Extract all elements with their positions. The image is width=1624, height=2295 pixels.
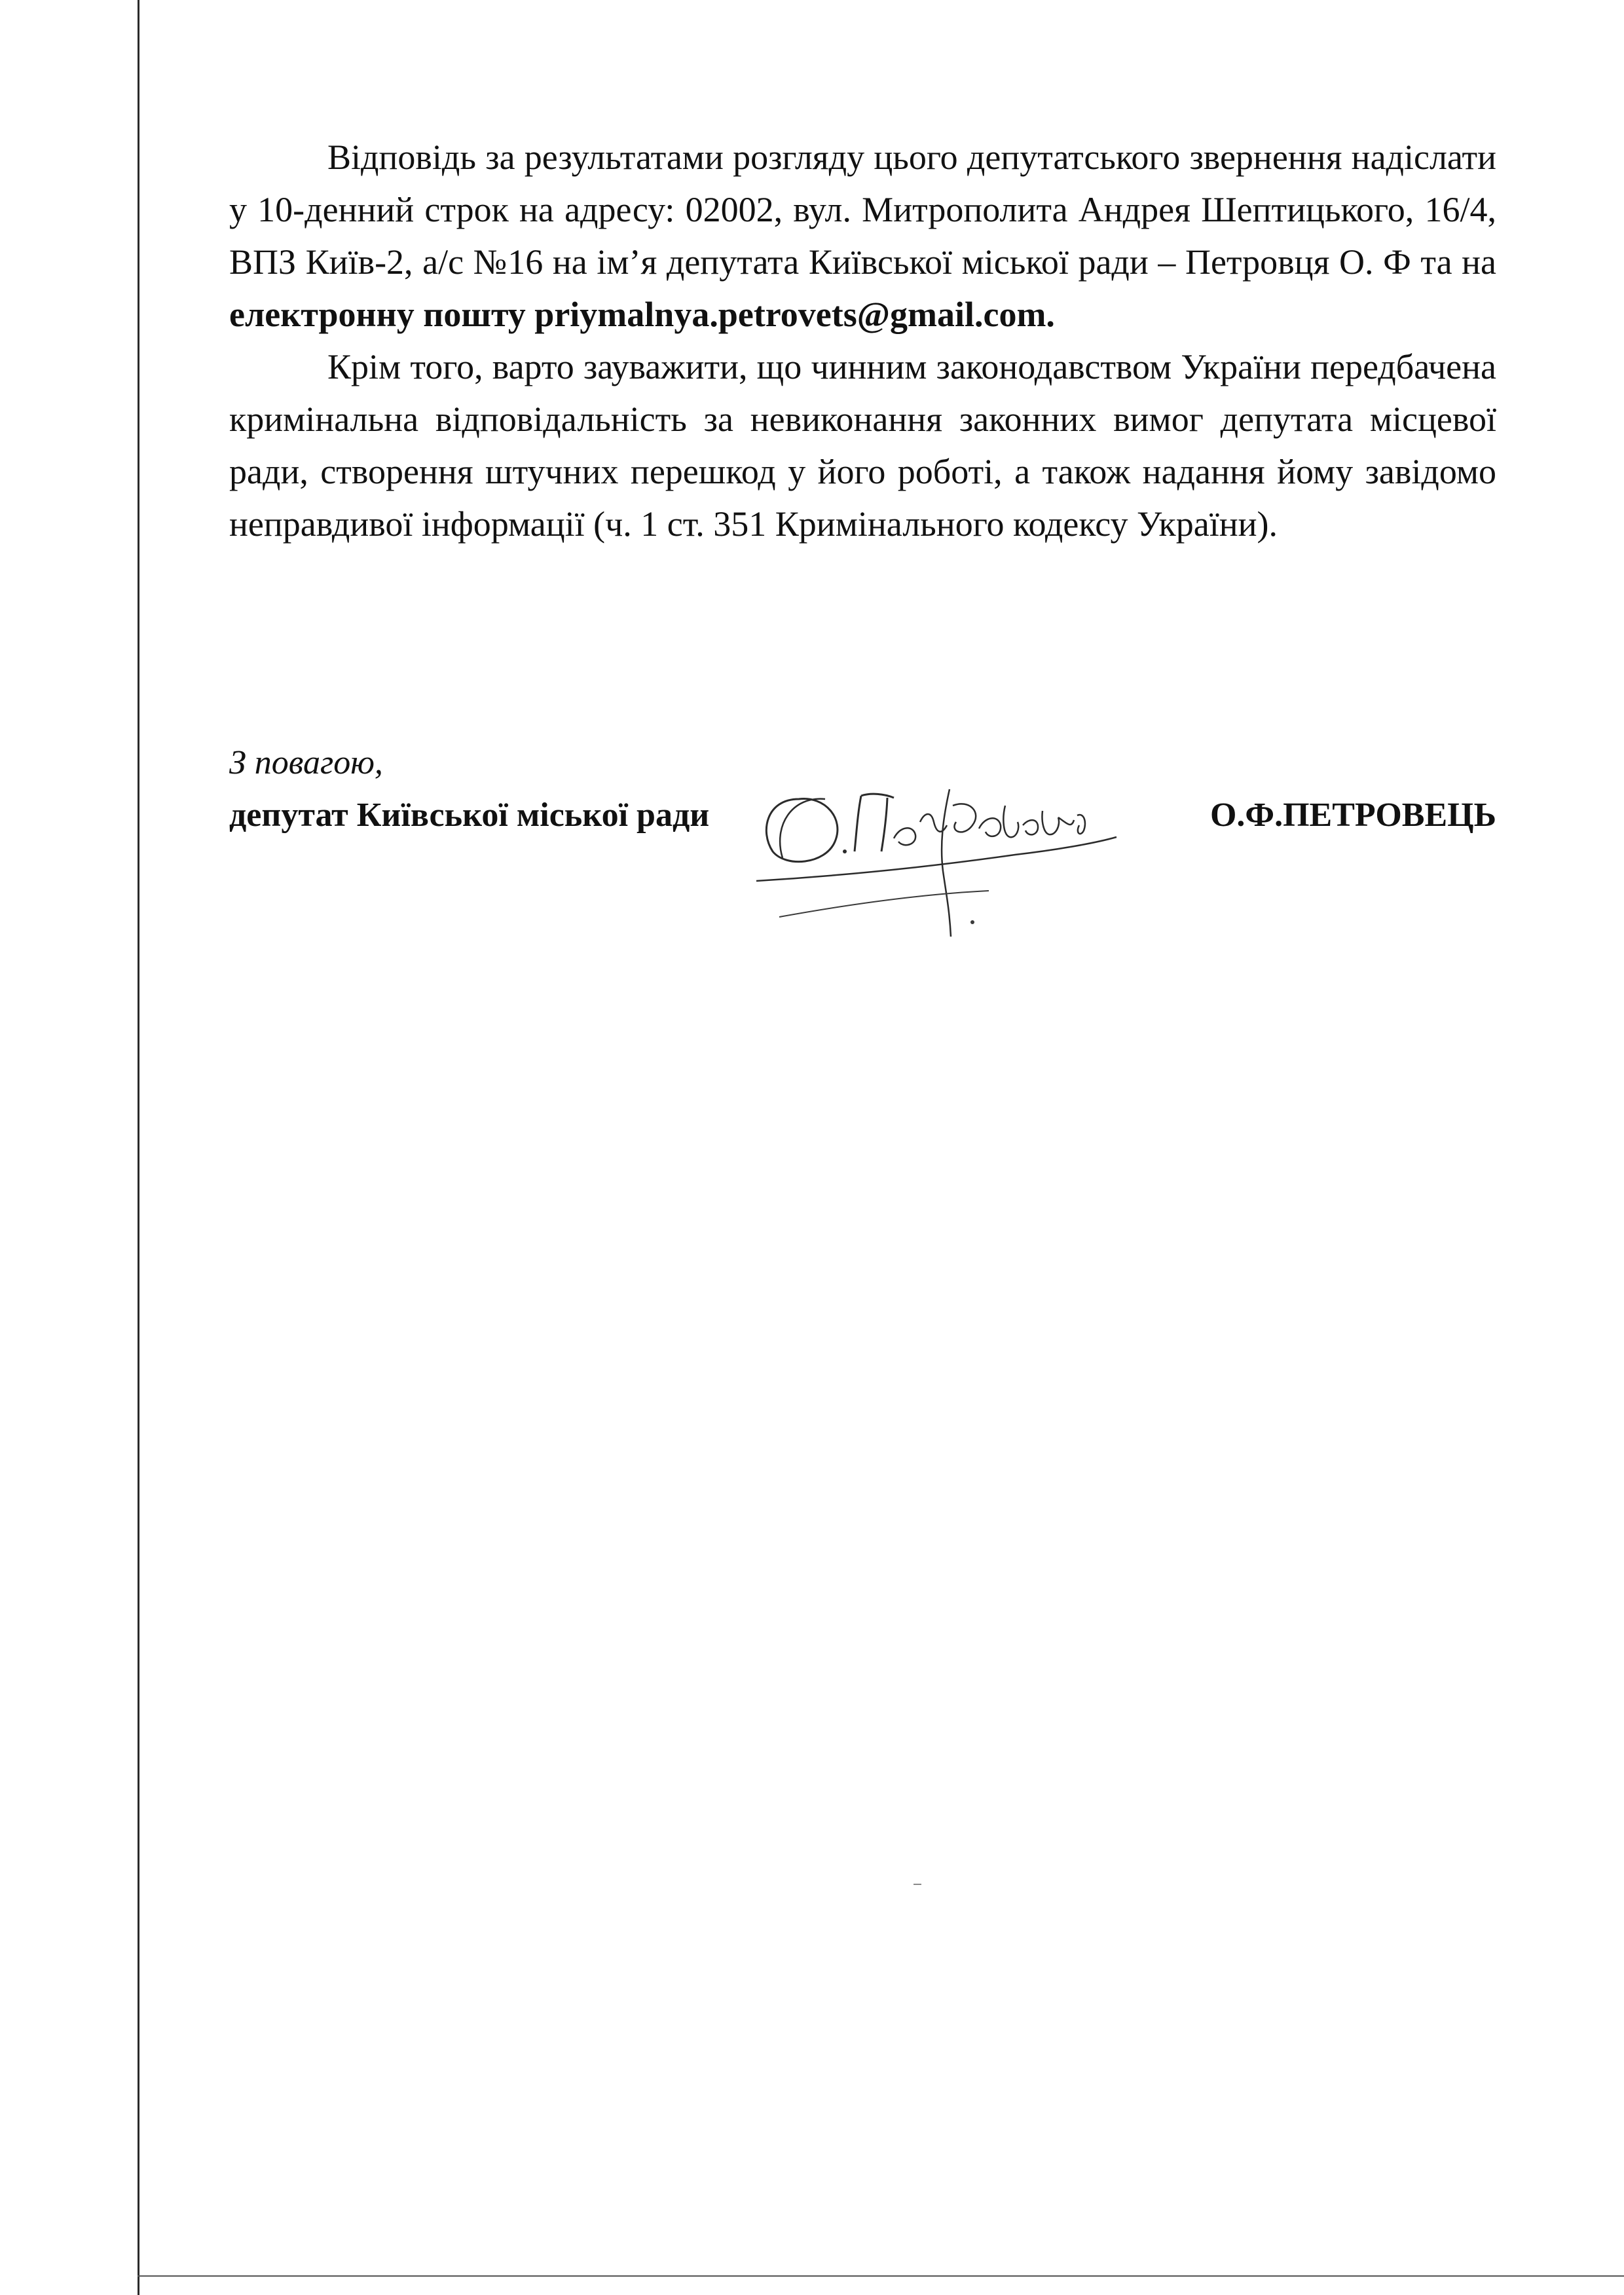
signer-position: депутат Київської міської ради (229, 796, 710, 834)
scan-left-edge (138, 0, 139, 2295)
signer-name: О.Ф.ПЕТРОВЕЦЬ (1209, 796, 1496, 834)
paragraph-reply-address-text: Відповідь за результатами розгляду цього депутатського звернення надіслати у 10-денний строк на адресу: 02002, вул. Митрополита Андрея Шептицького, 16/4, ВПЗ Київ-2, а/с №16 на ім’я депутата Київської міської ради – Петровця О. Ф та на (229, 138, 1496, 282)
scan-bottom-edge (138, 2275, 1624, 2277)
email-contact: електронну пошту priymalnya.petrovets@gmail.com. (229, 295, 1055, 334)
scan-speck (913, 1884, 921, 1885)
signature-block (229, 740, 1496, 950)
paragraph-criminal-liability: Крім того, варто зауважити, що чинним законодавством України передбачена кримінальна відповідальність за невиконання законних вимог депутата місцевої ради, створення штучних перешкод у його роботі, а також надання йому завідомо неправдивої інформації (ч. 1 ст. 351 Кримінального кодексу України). (229, 347, 1496, 544)
closing-regards: З повагою, (229, 744, 383, 781)
document-body (229, 131, 1496, 550)
handwritten-signature (753, 760, 1120, 943)
paragraph-reply-address (229, 131, 1496, 341)
